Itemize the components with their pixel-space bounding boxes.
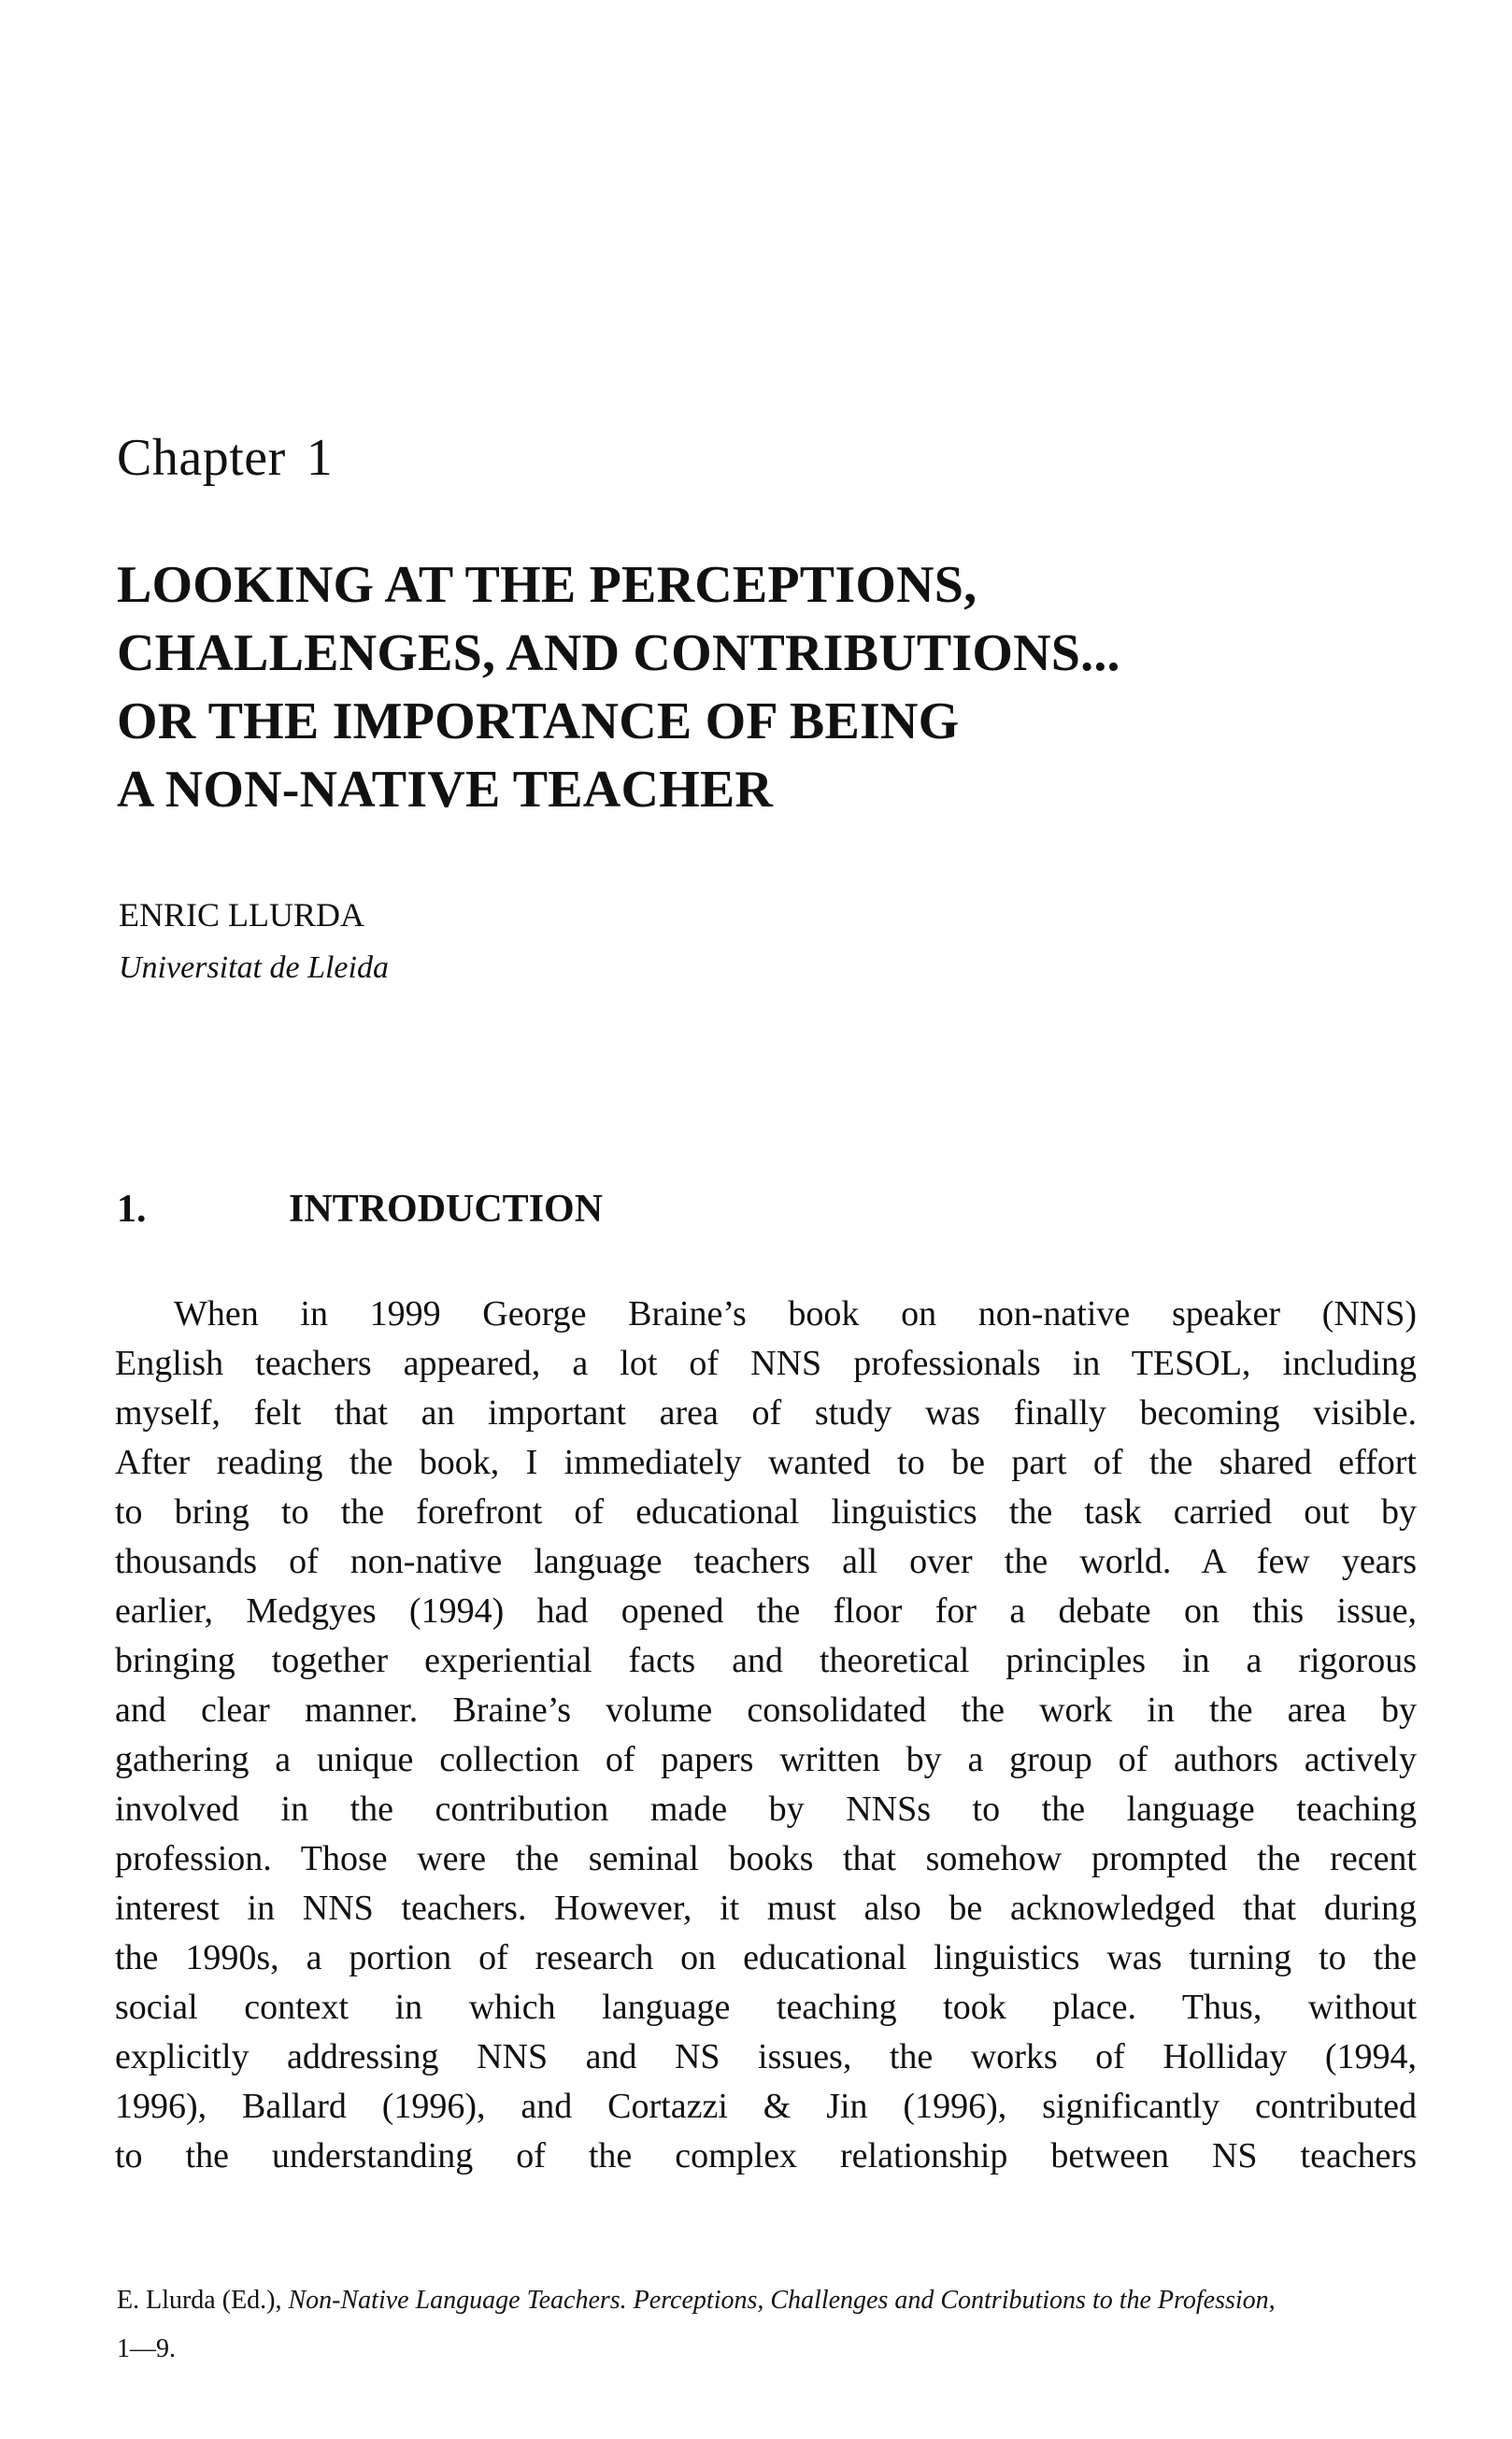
footnote-editor: E. Llurda (Ed.), (117, 2286, 282, 2315)
body-line: bringing together experiential facts and theoretical principles in a rigorous (115, 1641, 1417, 1680)
body-line: and clear manner. Braine’s volume consolidated the work in the area by (115, 1690, 1417, 1730)
chapter-number: 1 (306, 429, 334, 487)
body-line: profession. Those were the seminal books that somehow prompted the recent (115, 1839, 1417, 1878)
body-line: explicitly addressing NNS and NS issues, the works of Holliday (1994, (115, 2037, 1417, 2076)
chapter-title (117, 551, 1425, 824)
body-line: English teachers appeared, a lot of NNS professionals in TESOL, including (115, 1344, 1417, 1383)
body-line: When in 1999 George Braine’s book on non-native speaker (NNS) (174, 1294, 1417, 1334)
body-line: the 1990s, a portion of research on educational linguistics was turning to the (115, 1938, 1417, 1977)
footnote-book-title: Non-Native Language Teachers. Perceptions, Challenges and Contributions to the Profession, (288, 2286, 1276, 2315)
chapter-title-line: LOOKING AT THE PERCEPTIONS, (117, 556, 977, 614)
section-title: INTRODUCTION (289, 1188, 604, 1231)
body-line: to the understanding of the complex relationship between NS teachers (115, 2136, 1417, 2175)
body-line: gathering a unique collection of papers written by a group of authors actively (115, 1740, 1417, 1779)
body-line: involved in the contribution made by NNSs to the language teaching (115, 1790, 1417, 1829)
footnote-pages: 1—9. (117, 2334, 176, 2363)
body-line: to bring to the forefront of educational linguistics the task carried out by (115, 1492, 1417, 1532)
body-line: After reading the book, I immediately wanted to be part of the shared effort (115, 1443, 1417, 1482)
body-line: 1996), Ballard (1996), and Cortazzi & Jin (1996), significantly contributed (115, 2087, 1417, 2126)
body-line: thousands of non-native language teachers all over the world. A few years (115, 1542, 1417, 1581)
body-line: earlier, Medgyes (1994) had opened the floor for a debate on this issue, (115, 1591, 1417, 1631)
chapter-label (117, 428, 333, 488)
section-number: 1. (117, 1188, 147, 1231)
chapter-label-text: Chapter (117, 429, 286, 487)
chapter-title-line: CHALLENGES, AND CONTRIBUTIONS... (117, 624, 1120, 682)
chapter-title-line: A NON-NATIVE TEACHER (117, 761, 774, 819)
chapter-title-line: OR THE IMPORTANCE OF BEING (117, 692, 960, 750)
body-line: myself, felt that an important area of study was finally becoming visible. (115, 1393, 1417, 1433)
source-footnote (117, 2276, 1444, 2374)
body-line: social context in which language teaching took place. Thus, without (115, 1988, 1417, 2027)
body-line: interest in NNS teachers. However, it must also be acknowledged that during (115, 1889, 1417, 1928)
section-heading (117, 1185, 603, 1234)
author-name: ENRIC LLURDA (119, 896, 364, 934)
author-affiliation: Universitat de Lleida (119, 950, 389, 985)
introduction-paragraph (115, 1290, 1417, 2181)
